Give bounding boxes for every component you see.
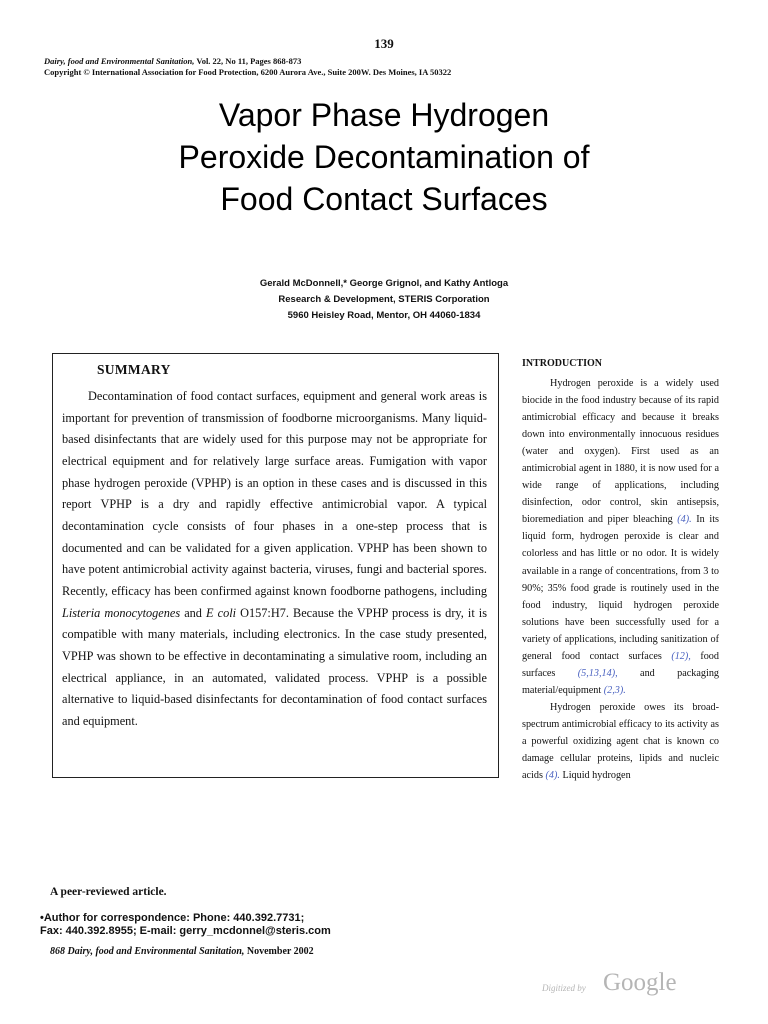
summary-text: Decontamination of food contact surfaces, equipment and general work areas is important for prevention of transmission of foodborne microorganisms. Many liquid-based disinfectants that are widely used for this purpose may not be appropriate for electrical equipment and for relatively large surface areas. Fumigation with vapor phase hydrogen peroxide (VPHP) is an option in these cases and is discussed in this report VPHP is a dry and rapidly effective antimicrobial vapor. A typical decontamination cycle consists of four phases in a one-step process that is documented and can be validated for a given application. VPHP has been shown to have potent antimicrobial activity against bacteria, viruses, fungi and bacterial spores. Recently, efficacy has been confirmed against known foodborne pathogens, including bbox=[62, 389, 487, 598]
title-line-3: Food Contact Surfaces bbox=[220, 181, 548, 217]
intro-text: In its liquid form, hydrogen peroxide is clear and colorless and has little or no odor. It is widely available in a range of concentrations, from 3 to 90%; 35% food grade is routinely used in the food industry, liquid hydrogen peroxide solutions have been successfully used for a variety of applications, including sanitization of general food contact surfaces bbox=[522, 514, 719, 662]
digitized-by-text: Digitized by bbox=[542, 983, 586, 993]
citation-link[interactable]: (5,13,14), bbox=[577, 667, 618, 679]
authors: Gerald McDonnell,* George Grignol, and Kathy Antloga bbox=[259, 278, 509, 289]
page-footer bbox=[50, 946, 314, 957]
title-line-2: Peroxide Decontamination of bbox=[178, 139, 590, 175]
introduction-body bbox=[522, 375, 719, 784]
footer-journal: Dairy, food and Environmental Sanitation, bbox=[67, 946, 245, 957]
copyright-line: Copyright © International Association for Food Protection, 6200 Aurora Ave., Suite 200W. Des Moines, IA 50322 bbox=[44, 67, 452, 77]
intro-text: and packaging material/equipment bbox=[522, 667, 720, 696]
intro-text: Liquid hydrogen bbox=[559, 770, 631, 782]
article-title bbox=[0, 94, 768, 220]
correspondence-phone: •Author for correspondence: Phone: 440.392.7731; bbox=[40, 912, 305, 924]
correspondence-email: Fax: 440.392.8955; E-mail: gerry_mcdonnel@steris.com bbox=[40, 925, 331, 937]
intro-text: Hydrogen peroxide owes its broad-spectrum antimicrobial efficacy to its activity as a powerful oxidizing agent chat is known co damage cellular proteins, lipids and nucleic acids bbox=[522, 701, 719, 782]
address: 5960 Heisley Road, Mentor, OH 44060-1834 bbox=[287, 310, 481, 321]
page-number: 139 bbox=[374, 36, 394, 51]
summary-body bbox=[62, 386, 487, 733]
journal-name: Dairy, food and Environmental Sanitation, bbox=[44, 56, 195, 66]
summary-italic: Listeria monocytogenes bbox=[62, 605, 181, 620]
footer-date: November 2002 bbox=[244, 946, 314, 957]
journal-volume: Vol. 22, No 11, Pages 868-873 bbox=[194, 56, 302, 66]
intro-text: Hydrogen peroxide is a widely used biocide in the food industry because of its rapid antimicrobial efficacy and because it breaks down into environmentally innocuous residues (water and oxygen). First used as an antimicrobial agent in 1880, it is now used for a wide range of applications, including disinfection, odor control, skin antisepsis, bioremediation and piper bleaching bbox=[522, 378, 719, 526]
google-watermark-logo: Google bbox=[603, 969, 677, 996]
affiliation: Research & Development, STERIS Corporation bbox=[278, 294, 490, 305]
summary-text: O157:H7. Because the VPHP process is dry, it is compatible with many materials, including electronics. In the case study presented, VPHP was shown to be effective in decontaminating a simulative room, including an electrical appliance, in an automated, validated process. VPHP is a possible alternative to liquid-based disinfectants for decontamination of food contact surfaces and equipment. bbox=[62, 605, 487, 728]
summary-italic: E coli bbox=[206, 605, 237, 620]
peer-reviewed-note: A peer-reviewed article. bbox=[50, 886, 167, 898]
intro-text: food surfaces bbox=[522, 650, 719, 679]
footer-page-number: 868 bbox=[50, 946, 65, 957]
summary-heading: SUMMARY bbox=[97, 362, 171, 377]
title-line-1: Vapor Phase Hydrogen bbox=[218, 97, 550, 133]
citation-link[interactable]: (12), bbox=[671, 650, 691, 662]
citation-link[interactable]: (2,3). bbox=[603, 684, 626, 696]
summary-text: and bbox=[180, 605, 207, 620]
citation-link[interactable]: (4). bbox=[545, 770, 560, 782]
citation-link[interactable]: (4). bbox=[677, 514, 692, 526]
journal-citation bbox=[44, 56, 301, 66]
introduction-heading: INTRODUCTION bbox=[522, 358, 603, 369]
